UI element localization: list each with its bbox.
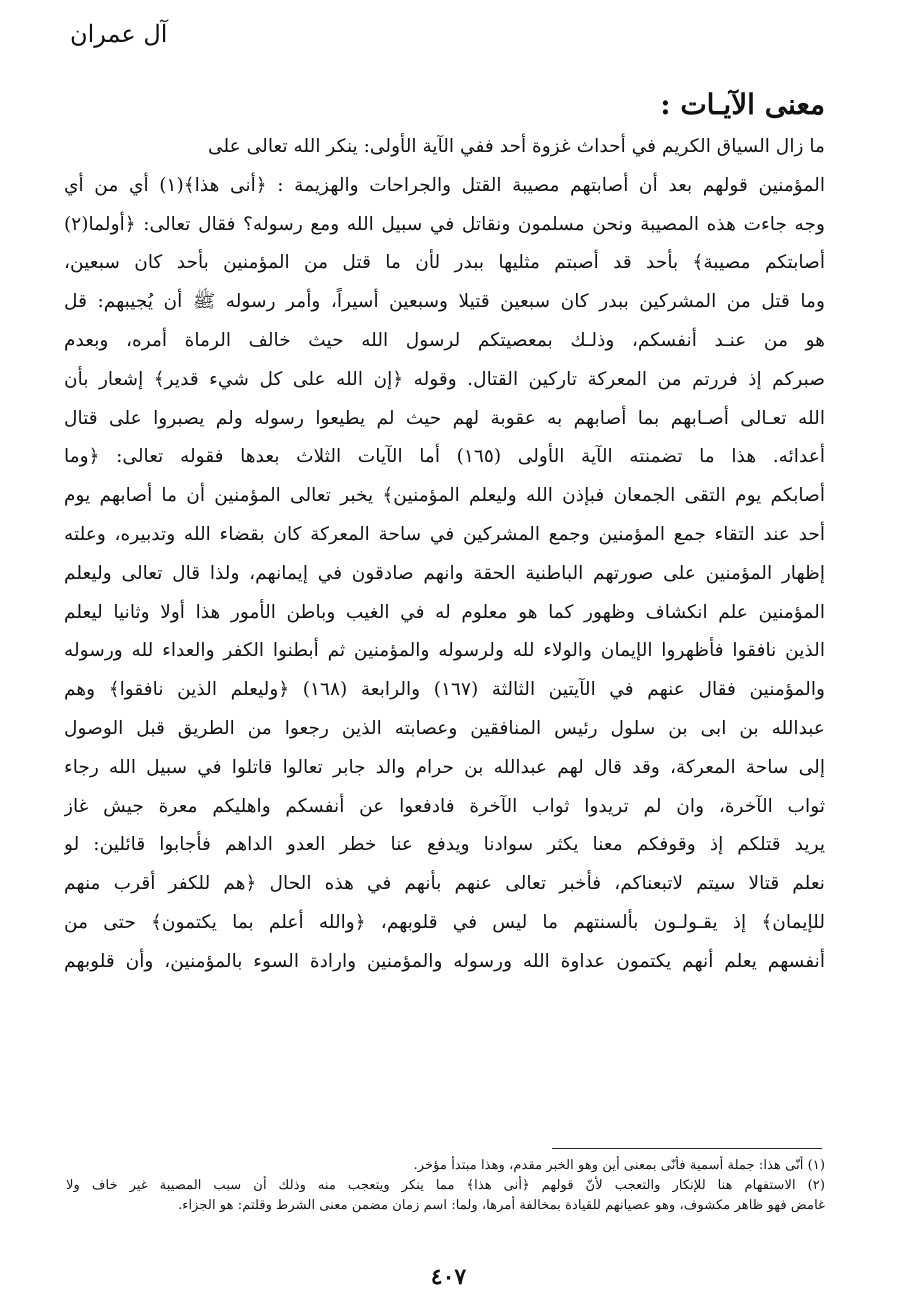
body-line: أعدائه. هذا ما تضمنته الآية الأولى (١٦٥) أما الآيات الثلاث بعدها فقوله تعالى: ﴿وما [64, 446, 825, 468]
body-line: إلى ساحة المعركة، وقد قال لهم عبدالله بن حرام والد جابر تعالوا قاتلوا في سبيل الله رجاء [64, 756, 825, 778]
page-number: ٤٠٧ [430, 1264, 467, 1290]
body-line: أصابكم يوم التقى الجمعان فبإذن الله وليعلم المؤمنين﴾ يخبر تعالى المؤمنين أن ما أصابهم يوم [64, 485, 825, 507]
footnote-2: (٢) الاستفهام هنا للإنكار والتعجب لأنّ قولهم ﴿أنى هذا﴾ مما ينكر ويتعجب منه وذلك أن سبب المصيبة غير خاف ولا [66, 1178, 825, 1193]
body-line: ما زال السياق الكريم في أحداث غزوة أحد ففي الآية الأولى: ينكر الله تعالى على [208, 136, 825, 157]
body-line: إظهار المؤمنين على صورتهم الباطنية الحقة وانهم صادقون في إيمانهم، ولذا قال تعالى وليعلم [64, 562, 825, 584]
body-line: أنفسهم يعلم أنهم يكتمون عداوة الله ورسوله والمؤمنين وارادة السوء بالمؤمنين، وأن قلوبهم [64, 950, 825, 972]
body-line: أصابتكم مصيبة﴾ بأحد قد أصبتم مثليها ببدر لأن ما قتل من المؤمنين بأحد كان سبعين، [64, 252, 825, 274]
body-line: للإيمان﴾ إذ يقـولـون بألسنتهم ما ليس في قلوبهم، ﴿والله أعلم بما يكتمون﴾ حتى من [64, 911, 825, 933]
body-line: ثواب الآخرة، وان لم تريدوا ثواب الآخرة فادفعوا عن أنفسكم واهليكم معرة جيش غاز [64, 795, 825, 817]
body-line: نعلم قتالا سيتم لاتبعناكم، فأخبر تعالى عنهم بأنهم في هذه الحال ﴿هم للكفر أقرب منهم [64, 873, 825, 895]
body-line: الله تعـالى أصـابهم بما أصابهم به عقوبة لهم حيث لم يطيعوا رسوله ولم يصبروا على قتال [64, 407, 825, 429]
body-line: عبدالله بن ابى بن سلول رئيس المنافقين وعصابته الذين رجعوا من الطريق قبل الوصول [64, 717, 825, 739]
body-line: وما قتل من المشركين ببدر كان سبعين قتيلا وسبعين أسيراً، وأمر رسوله ﷺ أن يُجيبهم: قل [64, 291, 825, 313]
body-text [64, 128, 825, 982]
body-line: والمؤمنين فقال عنهم في الآيتين الثالثة (١٦٧) والرابعة (١٦٨) ﴿وليعلم الذين نافقوا﴾ وهم [64, 679, 825, 701]
footnote-1: (١) أنّى هذا: جملة أسمية فأنّى بمعنى أين وهو الخبر مقدم، وهذا مبتدأ مؤخر. [413, 1158, 825, 1173]
body-line: يريد قتلكم إذ وقوفكم معنا يكثر سوادنا ويدفع عنا خطر العدو الداهم فأجابوا قائلين: لو [64, 834, 825, 856]
body-line: وجه جاءت هذه المصيبة ونحن مسلمون ونقاتل في سبيل الله ومع رسوله؟ فقال تعالى: ﴿أولما(٢) [64, 213, 825, 235]
body-line: الذين نافقوا فأظهروا الإيمان والولاء لله ولرسوله والمؤمنين ثم أبطنوا الكفر والعداء لله ورسوله [64, 640, 825, 662]
running-header-surah-name: آل عمران [70, 20, 168, 48]
body-line: المؤمنين علم انكشاف وظهور كما هو معلوم له في الغيب وباطن الأمور هذا أولا وثانيا ليعلم [64, 601, 825, 623]
body-line: صبركم إذ فررتم من المعركة تاركين القتال. وقوله ﴿إن الله على كل شيء قدير﴾ إشعار بأن [64, 368, 825, 390]
footnotes [66, 1156, 825, 1216]
body-line: أحد عند التقاء جمع المؤمنين وجمع المشركين في ساحة المعركة كان بقضاء الله وتدبيره، وعلته [64, 523, 825, 545]
footnote-separator [552, 1148, 822, 1149]
section-title: معنى الآيـات : [660, 88, 825, 121]
body-line: هو من عنـد أنفسكم، وذلـك بمعصيتكم لرسول الله حيث خالف الرماة أمره، وبعدم [64, 329, 825, 351]
body-line: المؤمنين قولهم بعد أن أصابتهم مصيبة القتل والجراحات والهزيمة : ﴿أنى هذا﴾(١) أي من أي [64, 174, 825, 196]
footnote-2-continued: غامض فهو ظاهر مكشوف، وهو عصيانهم للقيادة بمخالفة أمرها، ولما: اسم زمان مضمن معنى الشرط وقلتم: هو الجزاء. [178, 1198, 825, 1213]
